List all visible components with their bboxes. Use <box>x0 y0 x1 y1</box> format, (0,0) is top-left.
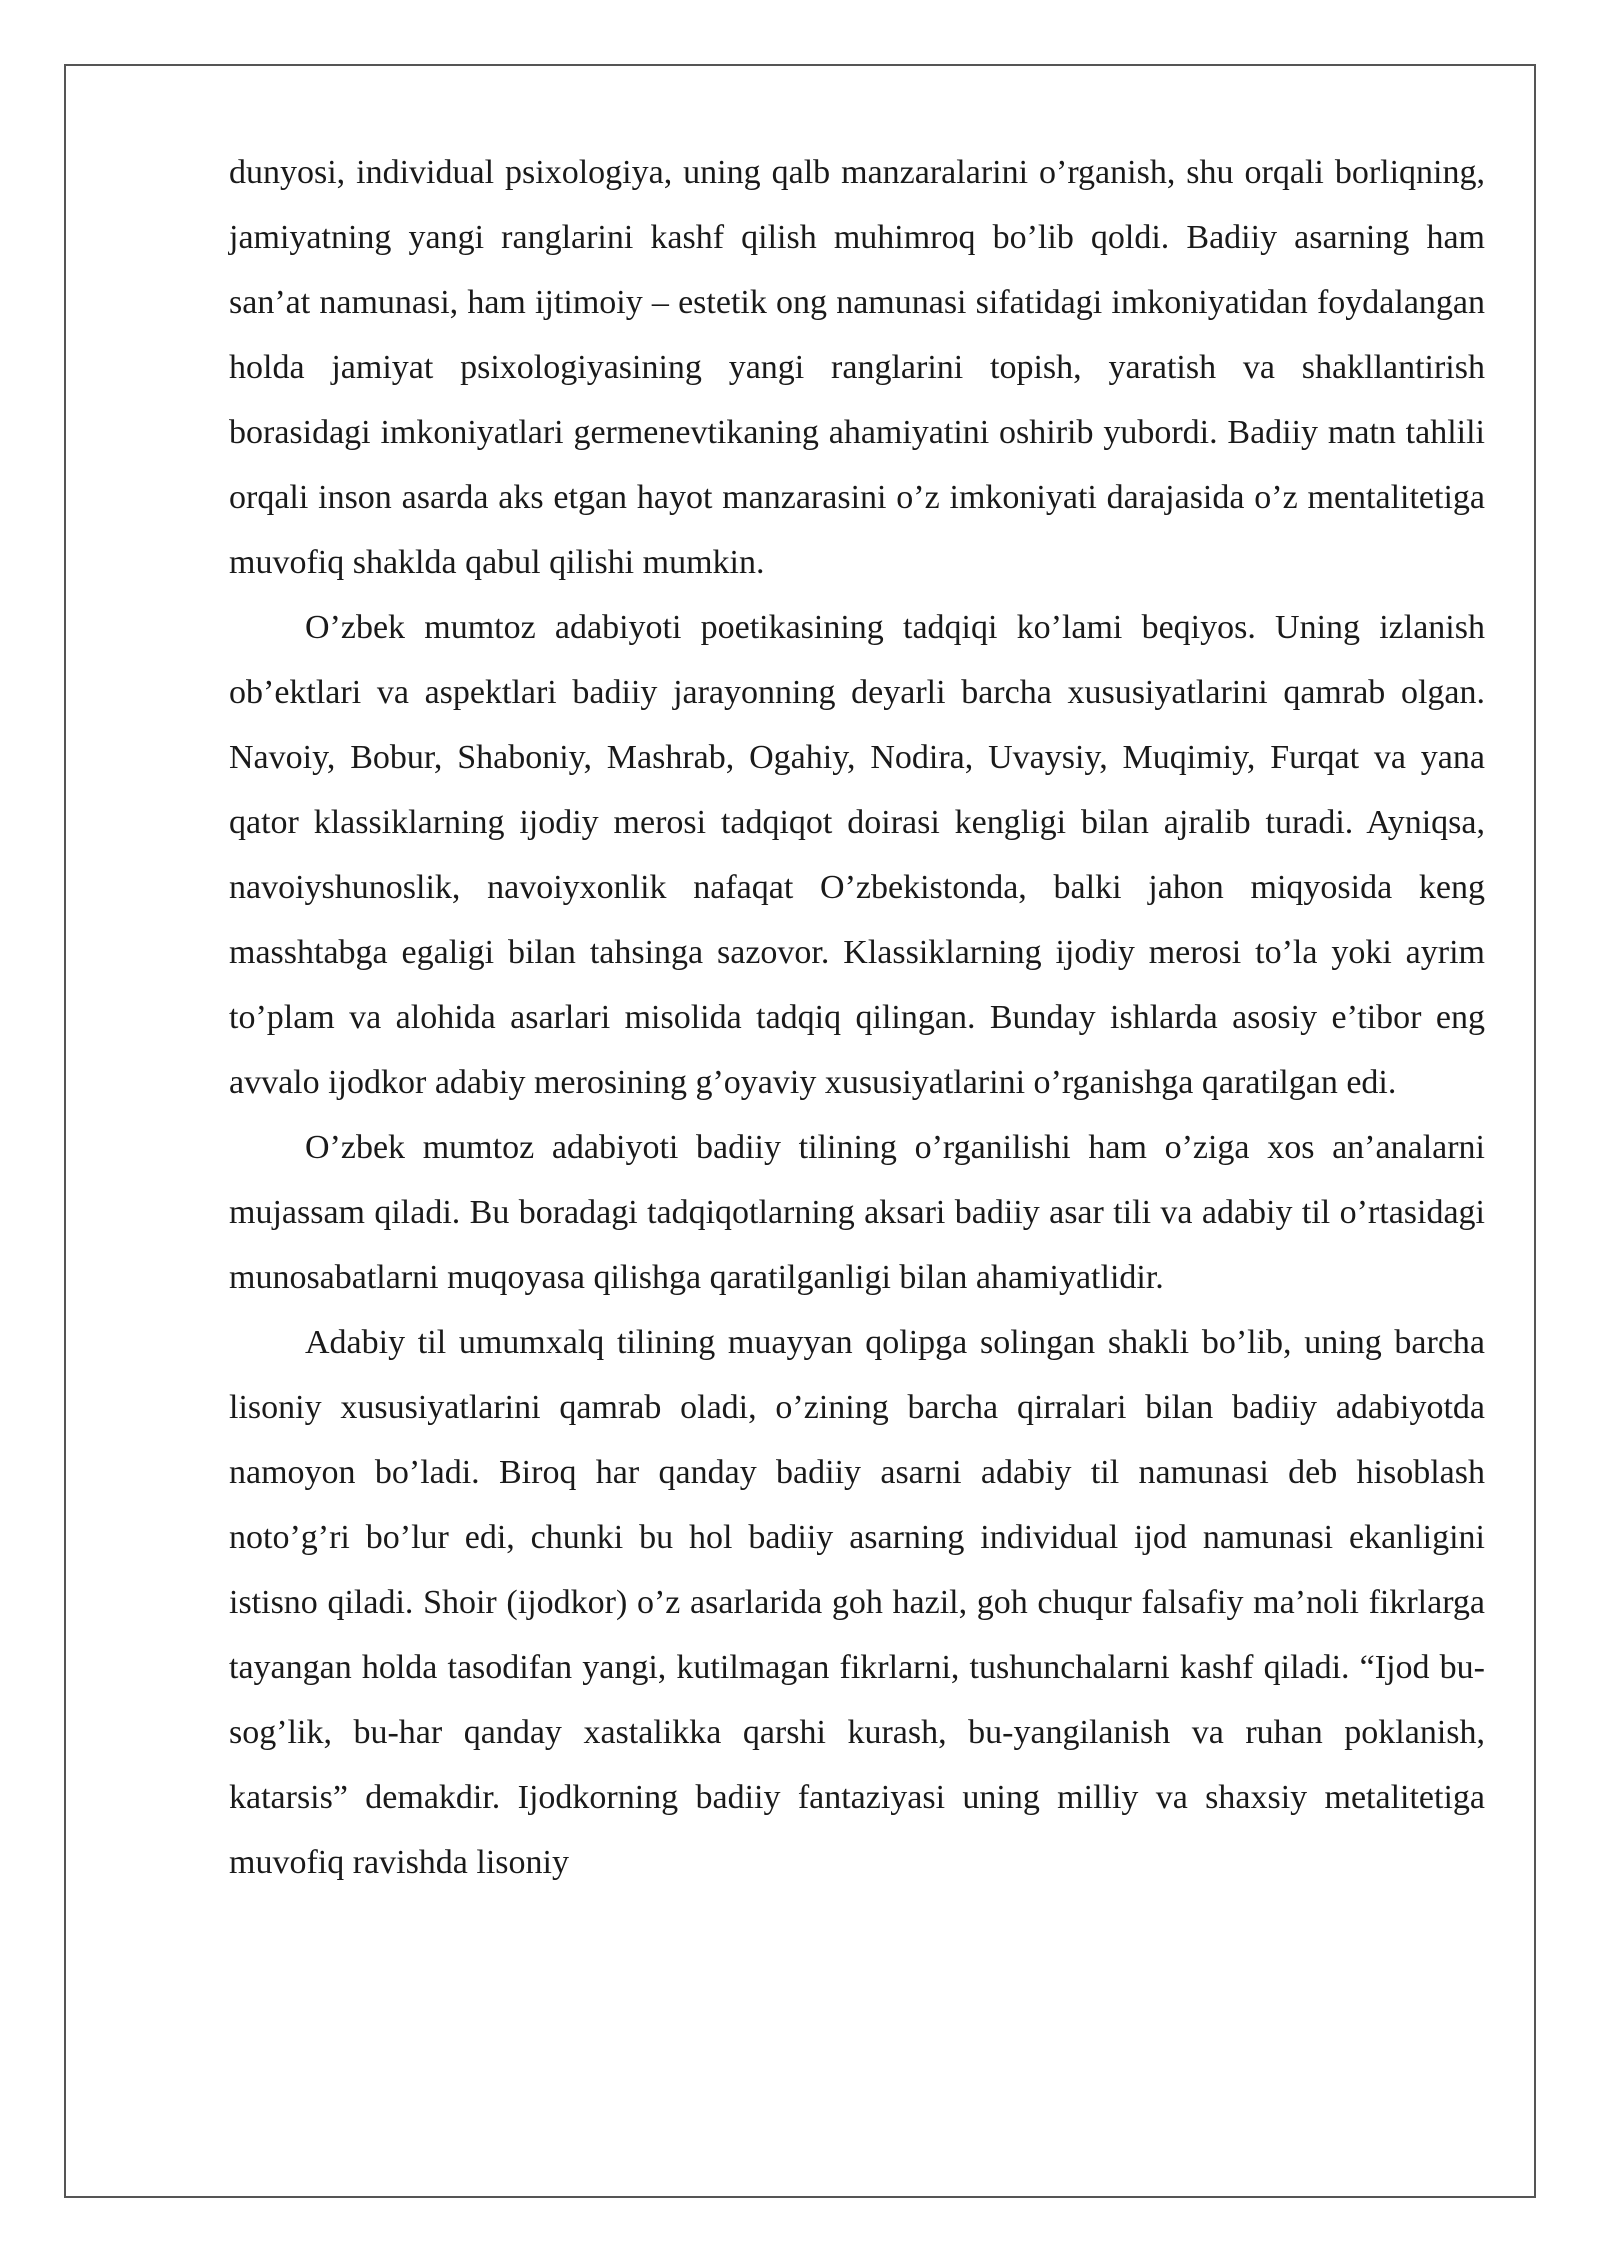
paragraph-4: Adabiy til umumxalq tilining muayyan qolipga solingan shakli bo’lib, uning barcha lisoniy xususiyatlarini qamrab oladi, o’zining barcha qirralari bilan badiiy adabiyotda namoyon bo’ladi. Biroq har qanday badiiy asarni adabiy til namunasi deb hisoblash noto’g’ri bo’lur edi, chunki bu hol badiiy asarning individual ijod namunasi ekanligini istisno qiladi. Shoir (ijodkor) o’z asarlarida goh hazil, goh chuqur falsafiy ma’noli fikrlarga tayangan holda tasodifan yangi, kutilmagan fikrlarni, tushunchalarni kashf qiladi. “Ijod bu-sog’lik, bu-har qanday xastalikka qarshi kurash, bu-yangilanish va ruhan poklanish, katarsis” demakdir. Ijodkorning badiiy fantaziyasi uning milliy va shaxsiy metalitetiga muvofiq ravishda lisoniy <box>229 1324 1485 1881</box>
paragraph-1: dunyosi, individual psixologiya, uning qalb manzaralarini o’rganish, shu orqali borliqning, jamiyatning yangi ranglarini kashf qilish muhimroq bo’lib qoldi. Badiiy asarning ham san’at namunasi, ham ijtimoiy – estetik ong namunasi sifatidagi imkoniyatidan foydalangan holda jamiyat psixologiyasining yangi ranglarini topish, yaratish va shakllantirish borasidagi imkoniyatlari germenevtikaning ahamiyatini oshirib yubordi. Badiiy matn tahlili orqali inson asarda aks etgan hayot manzarasini o’z imkoniyati darajasida o’z mentalitetiga muvofiq shaklda qabul qilishi mumkin. <box>229 154 1485 581</box>
document-body <box>229 140 1485 1895</box>
paragraph-3: O’zbek mumtoz adabiyoti badiiy tilining o’rganilishi ham o’ziga xos an’analarni mujassam qiladi. Bu boradagi tadqiqotlarning aksari badiiy asar tili va adabiy til o’rtasidagi munosabatlarni muqoyasa qilishga qaratilganligi bilan ahamiyatlidir. <box>229 1129 1485 1296</box>
paragraph-2: O’zbek mumtoz adabiyoti poetikasining tadqiqi ko’lami beqiyos. Uning izlanish ob’ektlari va aspektlari badiiy jarayonning deyarli barcha xususiyatlarini qamrab olgan. Navoiy, Bobur, Shaboniy, Mashrab, Ogahiy, Nodira, Uvaysiy, Muqimiy, Furqat va yana qator klassiklarning ijodiy merosi tadqiqot doirasi kengligi bilan ajralib turadi. Ayniqsa, navoiyshunoslik, navoiyxonlik nafaqat O’zbekistonda, balki jahon miqyosida keng masshtabga egaligi bilan tahsinga sazovor. Klassiklarning ijodiy merosi to’la yoki ayrim to’plam va alohida asarlari misolida tadqiq qilingan. Bunday ishlarda asosiy e’tibor eng avvalo ijodkor adabiy merosining g’oyaviy xususiyatlarini o’rganishga qaratilgan edi. <box>229 609 1485 1101</box>
